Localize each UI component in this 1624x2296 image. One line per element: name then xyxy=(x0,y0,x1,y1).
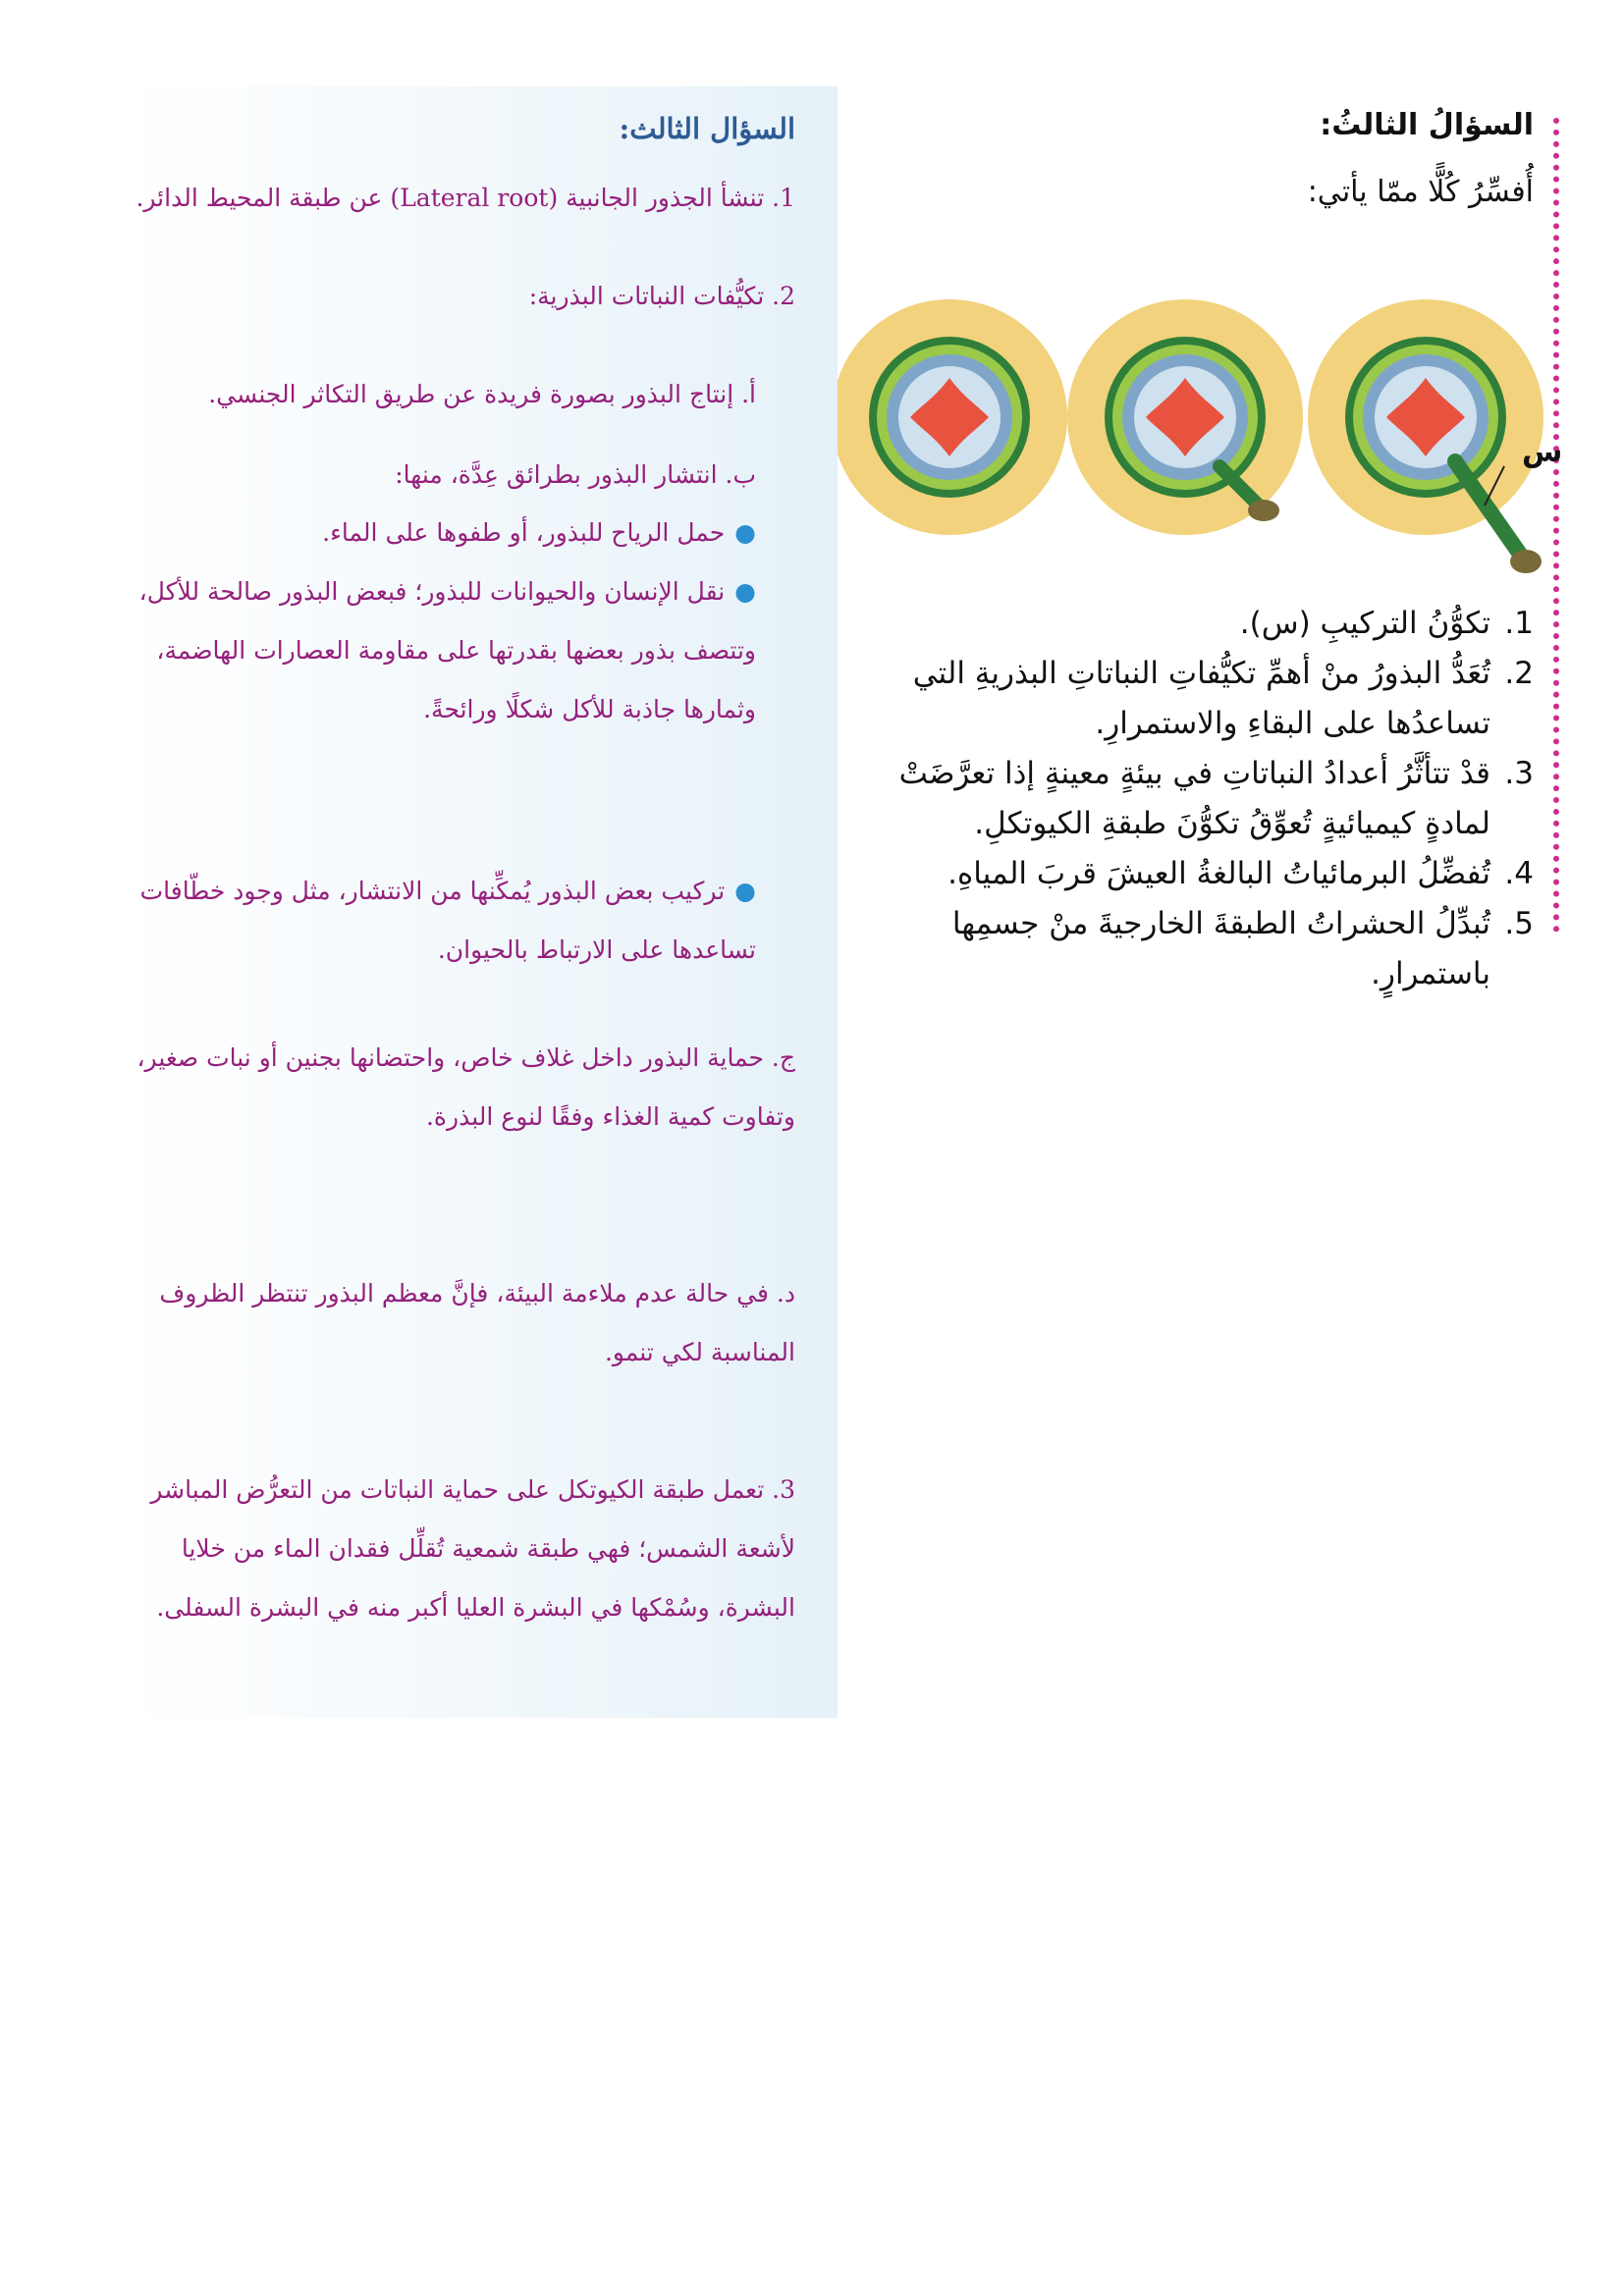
item-text: تُبدِّلُ الحشراتُ الطبقةَ الخارجيةَ منْ جسمِها باستمرارٍ. xyxy=(951,906,1490,991)
list-item xyxy=(846,899,1534,999)
item-number: 4. xyxy=(1504,856,1534,891)
item-number: 5. xyxy=(1504,906,1534,941)
bullet-text: حمل الرياح للبذور، أو طفوها على الماء. xyxy=(322,518,726,547)
list-item xyxy=(846,599,1534,649)
answer-2d: د. في حالة عدم ملاءمة البيئة، فإنَّ معظم البذور تنتظر الظروف المناسبة لكي تنمو. xyxy=(159,1279,795,1366)
item-text: تُفضِّلُ البرمائياتُ البالغةُ العيشَ قربَ المياهِ. xyxy=(947,856,1490,891)
item-text: تكوُّنُ التركيبِ (س). xyxy=(1239,606,1490,641)
answer-2-heading: 2. تكيُّفات النباتات البذرية: xyxy=(528,282,795,310)
cross-section-2 xyxy=(1067,299,1303,535)
question-subtitle: أُفسِّرُ كُلًّا ممّا يأتي: xyxy=(1307,175,1534,209)
bullet-text: نقل الإنسان والحيوانات للبذور؛ فبعض البذور صالحة للأكل، وتتصف بذور بعضها بقدرتها على مقاومة العصارات الهاضمة، وثمارها جاذبة للأكل شكلًا ورائحةً. xyxy=(138,577,756,723)
cross-section-1 xyxy=(832,299,1067,535)
list-item xyxy=(846,849,1534,899)
cross-section-3 xyxy=(1308,299,1543,573)
question-list xyxy=(846,599,1534,999)
answer-3: 3. تعمل طبقة الكيوتكل على حماية النباتات من التعرُّض المباشر لأشعة الشمس؛ فهي طبقة شمعية تُقلِّل فقدان الماء من خلايا البشرة، وسُمْكها في البشرة العليا أكبر منه في البشرة السفلى. xyxy=(150,1475,795,1622)
item-text: قدْ تتأثَّرُ أعدادُ النباتاتِ في بيئةٍ معينةٍ إذا تعرَّضَتْ لمادةٍ كيميائيةٍ تُعوِّقُ تكوُّنَ طبقةِ الكيوتكلِ. xyxy=(898,756,1490,841)
item-number: 1. xyxy=(1504,606,1534,641)
answer-panel xyxy=(0,86,838,1718)
list-item xyxy=(846,649,1534,749)
dotted-border xyxy=(1553,118,1559,933)
bullet-item xyxy=(88,504,756,562)
answer-1: 1. تنشأ الجذور الجانبية (Lateral root) عن طبقة المحيط الدائر. xyxy=(135,184,795,212)
answer-2b: ب. انتشار البذور بطرائق عِدَّة، منها: xyxy=(395,460,756,489)
bullet-item xyxy=(88,562,756,739)
item-number: 2. xyxy=(1504,656,1534,691)
item-text: تُعَدُّ البذورُ منْ أهمِّ تكيُّفاتِ النباتاتِ البذريةِ التي تساعدُها على البقاءِ والاستمرارِ. xyxy=(912,656,1490,741)
root-cross-section-diagram xyxy=(846,255,1563,579)
bullet-text: تركيب بعض البذور يُمكِّنها من الانتشار، مثل وجود خطّافات تساعدها على الارتباط بالحيوان. xyxy=(139,877,756,964)
bullet-item xyxy=(88,862,756,980)
list-item xyxy=(846,749,1534,849)
question-panel xyxy=(846,98,1563,991)
answer-2a: أ. إنتاج البذور بصورة فريدة عن طريق التكاثر الجنسي. xyxy=(208,380,756,408)
bullet-icon: ● xyxy=(734,877,756,905)
bullet-icon: ● xyxy=(734,577,756,606)
answer-2c: ج. حماية البذور داخل غلاف خاص، واحتضانها بجنين أو نبات صغير، وتفاوت كمية الغذاء وفقًا لنوع البذرة. xyxy=(136,1043,795,1131)
diagram-label: س xyxy=(1522,435,1563,469)
answer-title: السؤال الثالث: xyxy=(619,112,795,145)
bullet-icon: ● xyxy=(734,518,756,547)
question-title: السؤالُ الثالثُ: xyxy=(1320,108,1534,142)
item-number: 3. xyxy=(1504,756,1534,791)
